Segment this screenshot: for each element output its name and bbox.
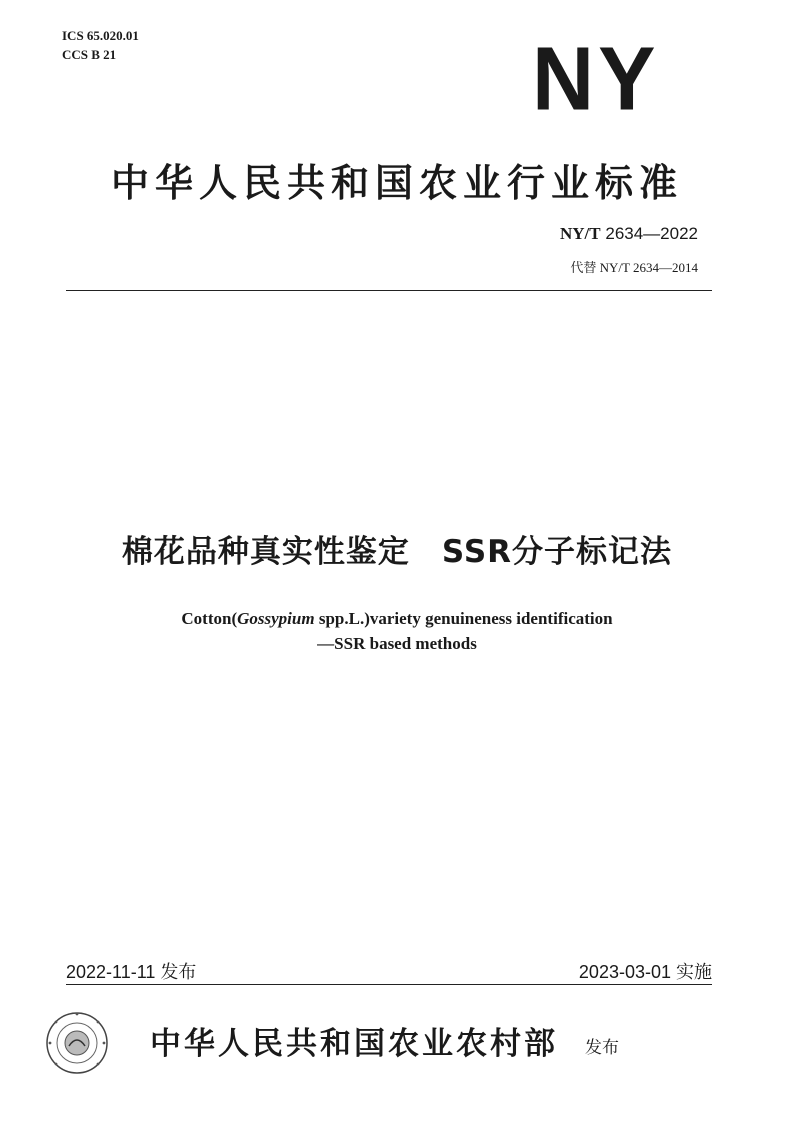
classification-codes <box>62 26 139 64</box>
publisher-name: 中华人民共和国农业农村部 <box>150 1026 558 1062</box>
replaces-note: 代替 NY/T 2634—2014 <box>570 260 698 275</box>
ministry-seal-icon <box>44 1010 110 1076</box>
standard-category-title: 中华人民共和国农业行业标准 <box>110 161 683 205</box>
document-title-cn: 棉花品种真实性鉴定 SSR分子标记法 <box>121 534 673 570</box>
genus-name: Gossypium <box>237 609 315 628</box>
issue-date: 2022-11-11 发布 <box>66 962 197 982</box>
title-en-line2: —SSR based methods <box>317 634 477 653</box>
title-en-line1: Cotton(Gossypium spp.L.)variety genuineness identification <box>181 609 613 628</box>
code-prefix: NY/T <box>560 224 601 243</box>
ics-code: ICS 65.020.01 <box>62 28 139 43</box>
implementation-date: 2023-03-01 实施 <box>578 962 712 982</box>
standard-code <box>560 224 698 244</box>
ny-logo: NY <box>532 28 660 130</box>
publish-label: 发布 <box>585 1038 619 1057</box>
top-divider <box>66 290 712 291</box>
code-number: 2634—2022 <box>605 224 698 243</box>
bottom-divider <box>66 984 712 985</box>
document-title-en <box>0 606 794 656</box>
ccs-code: CCS B 21 <box>62 47 117 62</box>
